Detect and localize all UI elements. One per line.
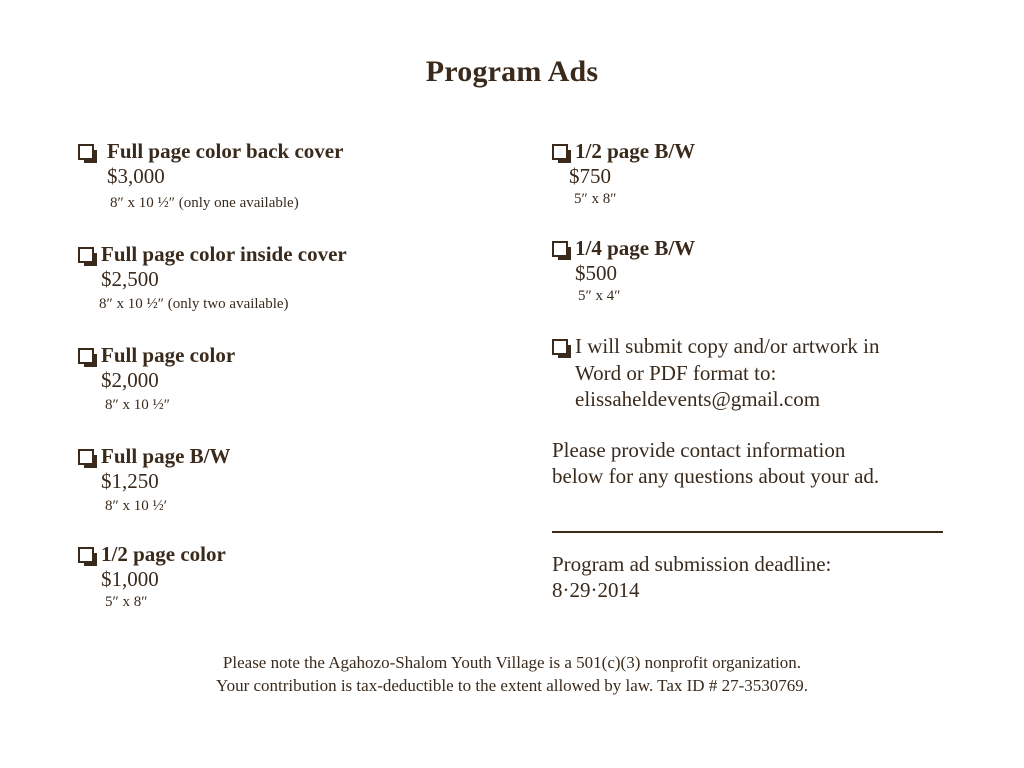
submit-artwork-option (552, 334, 879, 411)
ad-option-price: $2,500 (101, 267, 159, 291)
checkbox-icon[interactable] (78, 348, 94, 364)
deadline-label: Program ad submission deadline: (552, 552, 832, 576)
ad-option-price: $750 (569, 164, 611, 188)
ad-option-name: 1/4 page B/W (575, 236, 696, 260)
ad-option-dimensions: 5″ x 8″ (105, 594, 148, 610)
ad-option-half-color (78, 542, 226, 613)
contact-line-2: below for any questions about your ad. (552, 464, 880, 488)
ad-option-name: Full page color back cover (107, 139, 344, 163)
checkbox-icon[interactable] (552, 144, 568, 160)
ad-option-half-bw (552, 139, 695, 210)
ad-option-dimensions: 8″ x 10 ½′ (105, 498, 168, 514)
page-title: Program Ads (425, 55, 599, 88)
ad-option-full-bw (78, 444, 231, 517)
deadline-block (552, 551, 831, 603)
ad-option-dimensions: 8″ x 10 ½″ (only one available) (110, 195, 299, 211)
checkbox-icon[interactable] (552, 241, 568, 257)
ad-option-name: Full page color inside cover (101, 242, 347, 266)
ad-option-price: $500 (575, 261, 617, 285)
deadline-date: 8·29·2014 (552, 578, 640, 602)
checkbox-icon[interactable] (78, 144, 94, 160)
checkbox-icon[interactable] (78, 547, 94, 563)
checkbox-icon[interactable] (552, 339, 568, 355)
tax-note (0, 651, 1024, 697)
ad-option-name: Full page B/W (101, 444, 231, 468)
ad-option-price: $1,000 (101, 567, 159, 591)
ad-option-quarter-bw (552, 236, 695, 307)
ad-option-name: 1/2 page color (101, 542, 226, 566)
contact-line-1: Please provide contact information (552, 438, 846, 462)
ad-option-dimensions: 5″ x 8″ (574, 191, 617, 207)
ad-option-price: $2,000 (101, 368, 159, 392)
submit-email[interactable]: elissaheldevents@gmail.com (575, 387, 821, 411)
checkbox-icon[interactable] (78, 449, 94, 465)
tax-note-line-2: Your contribution is tax-deductible to the extent allowed by law. Tax ID # 27-3530769. (216, 676, 808, 695)
ad-option-full-color (78, 343, 235, 416)
ad-option-name: 1/2 page B/W (575, 139, 696, 163)
ad-option-inside-cover (78, 242, 347, 315)
contact-instructions (552, 437, 879, 489)
ad-option-dimensions: 8″ x 10 ½″ (105, 397, 170, 413)
ad-option-dimensions: 5″ x 4″ (578, 288, 621, 304)
ad-option-dimensions: 8″ x 10 ½″ (only two available) (99, 296, 289, 312)
submit-line-1: I will submit copy and/or artwork in (575, 334, 880, 358)
ad-option-back-cover (78, 139, 343, 214)
checkbox-icon[interactable] (78, 247, 94, 263)
submit-line-2: Word or PDF format to: (575, 361, 777, 385)
contact-entry-line[interactable] (552, 531, 943, 533)
tax-note-line-1: Please note the Agahozo-Shalom Youth Village is a 501(c)(3) nonprofit organization. (222, 653, 802, 672)
ad-option-price: $1,250 (101, 469, 159, 493)
ad-option-price: $3,000 (107, 164, 165, 188)
ad-option-name: Full page color (101, 343, 236, 367)
